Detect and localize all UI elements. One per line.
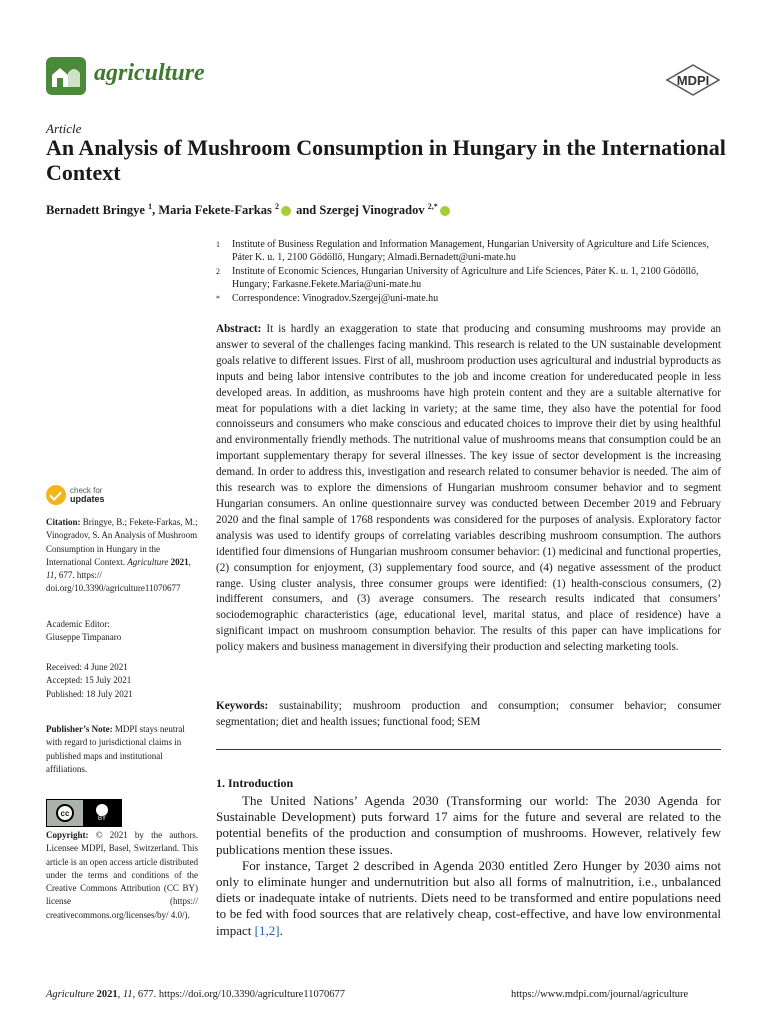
paragraph: The United Nations’ Agenda 2030 (Transforming our world: The 2030 Agenda for Sustainable Development) puts forward 17 aims for the future and several are related to the potential benefits of the production and consumption of mushrooms. However, relatively few publications mention these issues. [216, 793, 721, 857]
author-affil-sup: 2,* [427, 202, 438, 211]
published-date: Published: 18 July 2021 [46, 688, 133, 699]
author-affil-sup: 1 [148, 202, 153, 211]
keywords-text: sustainability; mushroom production and consumption; consumer behavior; consumer segmentation; diet and health issues; functional food; SEM [216, 700, 722, 728]
academic-editor: Academic Editor: Giuseppe Timpanaro [46, 619, 122, 643]
cc-by-license-badge[interactable]: cc BY [46, 799, 122, 827]
orcid-icon[interactable] [440, 206, 450, 216]
article-type: Article [46, 121, 82, 136]
abstract-label: Abstract: [216, 323, 262, 335]
doi-link[interactable]: , 677. https:// doi.org/10.3390/agriculture11070677 [46, 570, 181, 594]
footer-citation: Agriculture 2021, 11, 677. https://doi.org/10.3390/agriculture11070677 [46, 989, 345, 1000]
publisher-note: Publisher’s Note: MDPI stays neutral with regard to jurisdictional claims in published maps and institutional affiliations. [46, 724, 185, 774]
copyright-block: Copyright: © 2021 by the authors. Licensee MDPI, Basel, Switzerland. This article is an open access article distributed under the terms and conditions of the Creative Commons Attribution (CC BY) license (https:// creativecommons.org/licenses/by/ 4.0/). [46, 830, 199, 920]
section-title: 1. Introduction [216, 776, 294, 790]
author-name[interactable]: Maria Fekete-Farkas [158, 203, 272, 218]
affiliations [216, 238, 731, 305]
check-for-updates-badge[interactable]: check for updates [46, 485, 105, 505]
footer-url[interactable]: https://www.mdpi.com/journal/agriculture [511, 989, 689, 1000]
cc-icon: cc [56, 804, 74, 822]
journal-name: agriculture [94, 60, 205, 86]
author-name[interactable]: Szergej Vinogradov [319, 203, 425, 218]
journal-logo [46, 57, 86, 95]
author-affil-sup: 2 [274, 202, 279, 211]
abstract [216, 322, 721, 656]
affiliation-item: 2 Institute of Economic Sciences, Hungarian University of Agriculture and Life Sciences, Páter K. u. 1, 2100 Gödöllő, Hungary; Farkasne.Fekete.Maria@uni-mate.hu [216, 265, 699, 291]
author-list: Bernadett Bringye $^1$, Maria Fekete-Farkas $^2$ and Szergej Vinogradov $^{2,*}$ [46, 202, 726, 218]
mdpi-logo [664, 64, 722, 96]
dates-block [46, 661, 198, 701]
section-divider [216, 749, 721, 750]
author-name[interactable]: Bernadett Bringye [46, 203, 145, 218]
affiliation-item: * Correspondence: Vinogradov.Szergej@uni-mate.hu [216, 292, 439, 304]
mdpi-logo-text: MDPI [676, 73, 710, 88]
paragraph: For instance, Target 2 described in Agenda 2030 entitled Zero Hunger by 2030 aims not only to eliminate hunger and undernutrition but also all forms of malnutrition, i.e., unbalanced diets or inadequate intake of nutrients. Diets need to be transformed and entire populations need to be fed with food sources that are relatively cheap, cost-effective, and have low environmental impact [1,2]. [216, 857, 721, 938]
article-title: An Analysis of Mushroom Consumption in Hungary in the International Context [46, 135, 726, 185]
affiliation-item: 1 Institute of Business Regulation and Information Management, Hungarian University of Agriculture and Life Sciences, Páter K. u. 1, 2100 Gödöllő, Hungary; Almadi.Bernadett@uni-mate.hu [216, 239, 709, 264]
accepted-date: Accepted: 15 July 2021 [46, 675, 132, 686]
orcid-icon[interactable] [281, 206, 291, 216]
keywords-label: Keywords: [216, 700, 269, 712]
received-date: Received: 4 June 2021 [46, 662, 128, 672]
attribution-icon [96, 804, 108, 816]
citation-link[interactable]: [1,2] [254, 922, 280, 938]
keywords [216, 699, 721, 731]
citation-block: Citation: Bringye, B.; Fekete-Farkas, M.; Vinogradov, S. An Analysis of Mushroom Consumption in Hungary in the International Context. Agriculture 2021, 11, 677. https:// doi.org/10.3390/agriculture11070677 [46, 517, 198, 594]
check-icon [46, 485, 66, 505]
footer-doi[interactable]: , 677. https://doi.org/10.3390/agriculture11070677 [132, 989, 345, 1000]
introduction-body [216, 793, 721, 939]
abstract-text: It is hardly an exaggeration to state that producing and consuming mushrooms may provide an answer to several of the challenges facing mankind. This research is related to the UN sustainable development goals relative to different issues. First of all, mushroom production uses agricultural and industrial byproducts as inputs and being labor intensive contributes to the job and income creation for undereducated people in less developed areas. In addition, as mushrooms have high protein content and they are a suitable alternative for meat for populations with a diet lacking in variety; at the same time, they also have the potential for food connoisseurs and consumers who make conscious and educated choices to improve their diet by using healthful and environmentally friendly methods. The nutritional value of mushrooms means that consumption could be an important supplementary therapy for several illnesses. The key issue of sector development is the increasing demand. In order to address this, investigation and research related to consumer behavior is needed. The aim of this research was to explore the dimensions of Hungarian mushroom consumer behavior and to segment Hungarian consumers. An online questionnaire survey was conducted between December 2019 and February 2020 and the final sample of 1768 respondents was considered for the purposes of analysis. Exploratory factor analysis was used to identify groups of correlating variables describing mushroom consumption. The authors identified four dimensions of Hungarian mushroom consumer behavior: (1) medicinal and functional properties, (2) consumption for enjoyment, (3) supplementary food source, and (4) negative assessment of the product range. Using cluster analysis, three consumer groups were identified: (1) health-conscious consumers, (2) indifferent consumers, and (3) average consumers. The research results indicated that consumers’ sociodemographic characteristics (age, educational level, marital status, and place of residence) have a significant impact on mushroom consumption behavior. The results of this paper can have implications for policy makers and business management in diversifying their production and selecting marketing tools. [216, 323, 721, 654]
